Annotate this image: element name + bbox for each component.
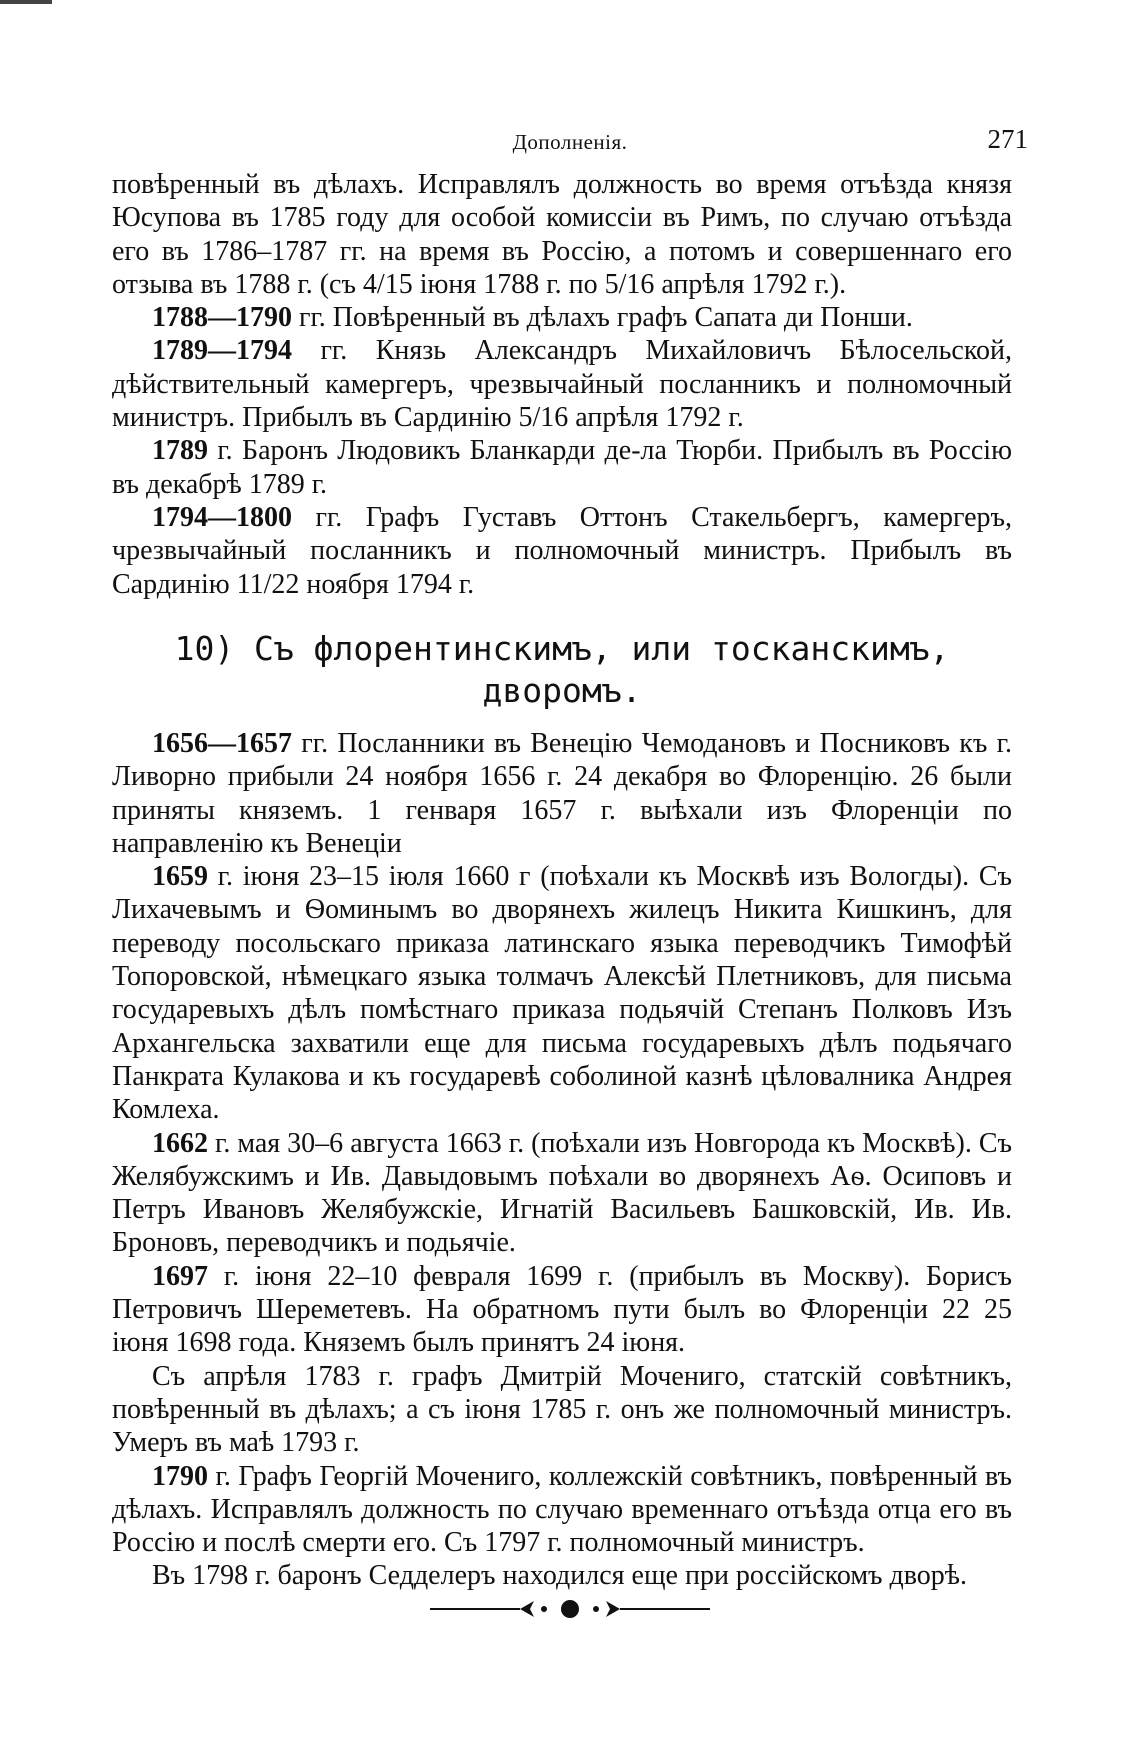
date-range: 1697 — [152, 1260, 208, 1292]
date-range: 1794—1800 — [152, 501, 292, 533]
date-range: 1789—1794 — [152, 335, 292, 367]
section-heading-line-2: дворомъ. — [482, 671, 642, 710]
paragraph: Въ 1798 г. баронъ Седделеръ находился еще при россійскомъ дворѣ. — [152, 1560, 967, 1592]
paragraph: 1659 г. іюня 23–15 іюля 1660 г (поѣхали къ Москвѣ изъ Вологды). Съ Лихачевымъ и Ѳоминымъ во дворянехъ жилецъ Никита Кишкинъ, для переводу посольскаго приказа латинскаго языка переводчикъ Тимофѣй Топоровской, нѣмецкаго языка толмачъ Алексѣй Плетниковъ, для письма государевыхъ дѣлъ помѣстнаго приказа подьячій Степанъ Полковъ Изъ Архангельска захватили еще для письма государевыхъ дѣлъ подьячаго Панкрата Кулакова и къ государевѣ соболиной казнѣ цѣловалника Андрея Комлеха. — [112, 861, 1012, 1126]
running-head — [112, 124, 1028, 164]
paragraph: 1662 г. мая 30–6 августа 1663 г. (поѣхали изъ Новгорода къ Москвѣ). Съ Желябужскимъ и Ив. Давыдовымъ поѣхали во дворянехъ Аѳ. Осиповъ и Петръ Ивановъ Желябужскіе, Игнатій Васильевъ Башковскій, Ив. Ив. Броновъ, переводчикъ и подьячіе. — [112, 1127, 1012, 1259]
date-range: 1789 — [152, 435, 208, 467]
text-block-top — [112, 168, 1012, 601]
date-range: 1656—1657 — [152, 728, 292, 759]
scan-edge-mark — [0, 0, 52, 4]
date-range: 1659 — [152, 861, 208, 893]
paragraph: 1789 г. Баронъ Людовикъ Бланкарди де-ла Тюрби. Прибылъ въ Россію въ декабрѣ 1789 г. — [112, 435, 1012, 500]
paragraph: 1788—1790 гг. Повѣренный въ дѣлахъ графъ Сапата ди Понши. — [152, 302, 913, 334]
paragraph: Съ апрѣля 1783 г. графъ Дмитрій Мочениго, статскій совѣтникъ, повѣренный въ дѣлахъ; а съ іюня 1785 г. онъ же полномочный министръ. Умеръ въ маѣ 1793 г. — [112, 1360, 1012, 1459]
section-heading-line-1: 10) Съ флорентинскимъ, или тосканскимъ, — [174, 629, 950, 668]
date-range: 1788—1790 — [152, 302, 292, 334]
date-range: 1662 — [152, 1127, 208, 1159]
section-heading — [112, 628, 1012, 712]
paragraph: 1656—1657 гг. Посланники въ Венецію Чемодановъ и Посниковъ къ г. Ливорно прибыли 24 ноября 1656 г. 24 декабря во Флоренцію. 26 были приняты княземъ. 1 генваря 1657 г. выѣхали изъ Флоренціи по направленію къ Венеціи — [112, 728, 1012, 859]
text-block-bottom — [112, 727, 1012, 1593]
paragraph: повѣренный въ дѣлахъ. Исправлялъ должность во время отъѣзда князя Юсупова въ 1785 году для особой комиссіи въ Римъ, по случаю отъѣзда его въ 1786–1787 гг. на время въ Россію, а потомъ и совершеннаго его отзыва въ 1788 г. (съ 4/15 іюня 1788 г. по 5/16 апрѣля 1792 г.). — [112, 169, 1012, 300]
paragraph: 1789—1794 гг. Князь Александръ Михайловичъ Бѣлосельской, дѣйствительный камергеръ, чрезвычайный посланникъ и полномочный министръ. Прибылъ въ Сардинію 5/16 апрѣля 1792 г. — [112, 335, 1012, 434]
paragraph: 1697 г. іюня 22–10 февраля 1699 г. (прибылъ въ Москву). Борисъ Петровичъ Шереметевъ. На обратномъ пути былъ во Флоренціи 22 25 іюня 1698 года. Княземъ былъ принятъ 24 іюня. — [112, 1260, 1012, 1359]
date-range: 1790 — [152, 1460, 208, 1492]
page-number: 271 — [987, 124, 1028, 154]
ornament-divider-icon — [430, 1592, 710, 1626]
running-title: Дополненія. — [512, 130, 628, 154]
paragraph: 1790 г. Графъ Георгій Мочениго, коллежскій совѣтникъ, повѣренный въ дѣлахъ. Исправлялъ должность по случаю временнаго отъѣзда отца его въ Россію и послѣ смерти его. Съ 1797 г. полномочный министръ. — [112, 1460, 1012, 1559]
paragraph: 1794—1800 гг. Графъ Густавъ Оттонъ Стакельбергъ, камергеръ, чрезвычайный посланникъ и полномочный министръ. Прибылъ въ Сардинію 11/22 ноября 1794 г. — [112, 501, 1012, 600]
